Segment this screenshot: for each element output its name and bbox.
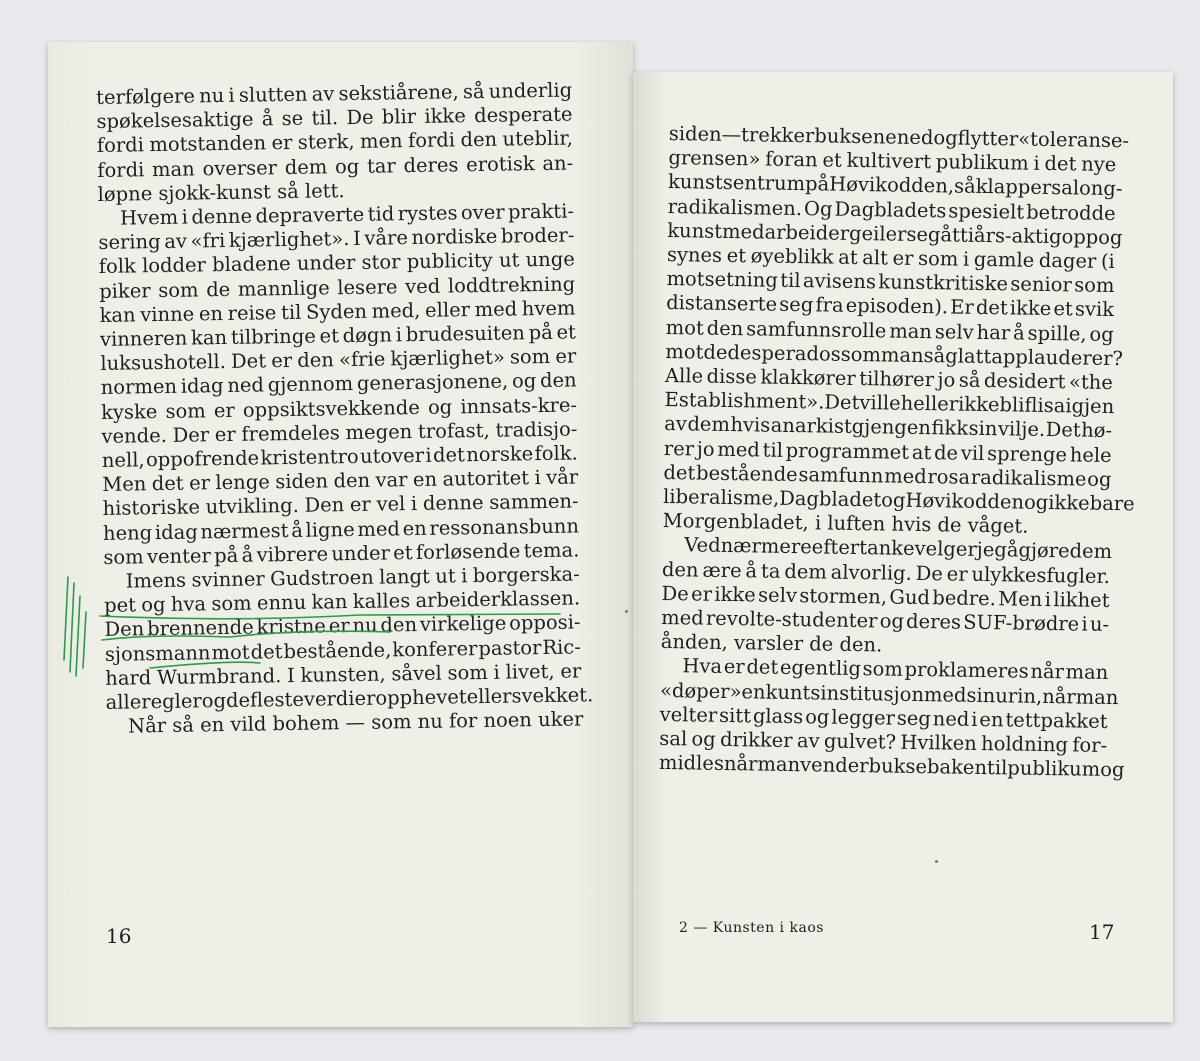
text-line: pet og hva som ennu kan kalles arbeiderklassen.	[103, 586, 581, 618]
text-line: Men det er lenge siden den var en autoritet i vår	[102, 465, 579, 497]
text-line: folk lodder bladene under stor publicity ut unge	[98, 247, 575, 279]
text-line: kunstmedarbeider geiler seg åttiårs-aktig opp og	[667, 218, 1123, 249]
text-line: Den brennende kristne er nu den virkelige opposi-	[104, 610, 581, 642]
text-line: normen idag ned gjennom generasjonene, og den	[100, 368, 577, 400]
text-line: midles når man vender buksebaken til publikum og	[658, 751, 1125, 782]
text-line: Establishment». Det ville heller ikke bli flisa igjen	[664, 388, 1115, 419]
text-line: spøkelsesaktige å se til. De blir ikke desperate	[96, 102, 573, 134]
text-line: distanserte seg fra episoden). Er det ikke et svik	[665, 291, 1115, 322]
text-line: mot den samfunnsrolle man selv har å spille, og	[665, 315, 1114, 346]
text-line: radikalismen. Og Dagbladets spesielt betrodde	[667, 194, 1116, 225]
text-line: historiske utvikling. Den er vel i denne sammen-	[102, 489, 579, 521]
text-line: fordi man overser dem og tar deres erotisk an-	[97, 151, 574, 182]
text-line: mot de desperados som man så glatt applauderer?	[665, 339, 1124, 370]
text-line: sal og drikker av gulvet? Hvilken holdning for-	[659, 727, 1108, 758]
paper-speck	[935, 860, 938, 863]
text-line: av dem hvis anarkistgjengen fikk sin vilje. Det hø-	[664, 412, 1113, 443]
text-line: med revolte-studenter og deres SUF-brødre i u-	[661, 606, 1110, 637]
text-line: siden — trekker buksene ned og flytter «toleranse-	[668, 122, 1130, 153]
text-line: terfølgere nu i slutten av sekstiårene, så underlig	[96, 78, 573, 109]
text-line: kyske som er oppsiktsvekkende og innsats-kre-	[100, 393, 578, 424]
text-line: hard Wurmbrand. I kunsten, såvel som i livet, er	[105, 659, 582, 690]
text-line: «døper» en kuntsinstitusjon med sin urin, når man	[659, 678, 1119, 709]
text-line: Imens svinner Gudstroen langt ut i borgerska-	[125, 562, 580, 593]
text-line: Hvem i denne depraverte tid rystes over prakti-	[119, 199, 575, 230]
text-line: kan vinne en reise til Syden med, eller med hvem	[99, 296, 576, 327]
text-line: den ære å ta dem alvorlig. De er ulykkesfugler.	[661, 557, 1111, 588]
text-line: kunstsentrum på Høvikodden, så klapper salong-	[667, 170, 1123, 201]
text-line: rer jo med til programmet at de vil sprenge hele	[663, 436, 1112, 467]
text-line: løpne sjokk-kunst så lett.	[97, 178, 345, 206]
text-line: synes et øyeblikk at alt er som i gamle dager (i	[666, 243, 1115, 274]
text-line: sjonsmann mot det bestående, konferer pastor Ric-	[104, 635, 581, 666]
right-page	[633, 72, 1173, 1022]
text-line: fordi motstanden er sterk, men fordi den uteblir,	[96, 126, 574, 158]
paper-speck	[625, 610, 628, 613]
text-line: nell, oppofrende kristentro utover i det norske folk.	[101, 441, 578, 472]
text-line: piker som de mannlige lesere ved loddtrekning	[99, 272, 576, 303]
text-line: velter sitt glass og legger seg ned i en tettpakket	[659, 702, 1108, 733]
text-line: motsetning til avisens kunstkritiske senior som	[666, 267, 1115, 298]
text-line: vende. Der er fremdeles megen trofast, tradisjo-	[101, 417, 578, 448]
text-line: Når så en vild bohem — som nu for noen uker	[127, 707, 584, 738]
left-page	[48, 42, 633, 1027]
text-line: vinneren kan tilbringe et døgn i brudesuiten på et	[99, 320, 577, 351]
text-line: luksushotell. Det er den «frie kjærlighet» som er	[100, 344, 577, 376]
text-line: Alle disse klakkører tilhører jo så desidert «the	[664, 364, 1114, 395]
text-line: Ved nærmere eftertanke velger jeg å gjøre dem	[684, 533, 1113, 564]
running-footer: 2 — Kunsten i kaos	[679, 920, 824, 936]
text-line: det bestående samfunn med rosa radikalisme og	[663, 460, 1112, 491]
text-line: Hva er det egentlig som proklameres når man	[682, 654, 1109, 685]
text-line: liberalisme, Dagbladet og Høvikodden og ikke bare	[662, 485, 1135, 516]
page-number-left: 16	[106, 924, 132, 948]
text-line: sering av «fri kjærlighet». I våre nordiske broder-	[98, 223, 575, 255]
right-page-text	[658, 122, 1135, 782]
text-line: grensen» foran et kultivert publikum i det nye	[668, 146, 1117, 177]
left-page-text	[96, 78, 594, 740]
text-line: som venter på å vibrere under et forløsende tema.	[103, 538, 580, 569]
page-number-right: 17	[1089, 920, 1115, 944]
text-line: alle regler og de fleste verdier opphevet eller svekket.	[105, 683, 594, 715]
text-line: De er ikke selv stormen, Gud bedre. Men i likhet	[661, 581, 1110, 612]
text-line: heng idag nærmest å ligne med en ressonansbunn	[102, 514, 580, 545]
text-line: ånden, varsler de den.	[660, 630, 883, 657]
text-line: Morgenbladet, i luften hvis de våget.	[662, 509, 1029, 538]
